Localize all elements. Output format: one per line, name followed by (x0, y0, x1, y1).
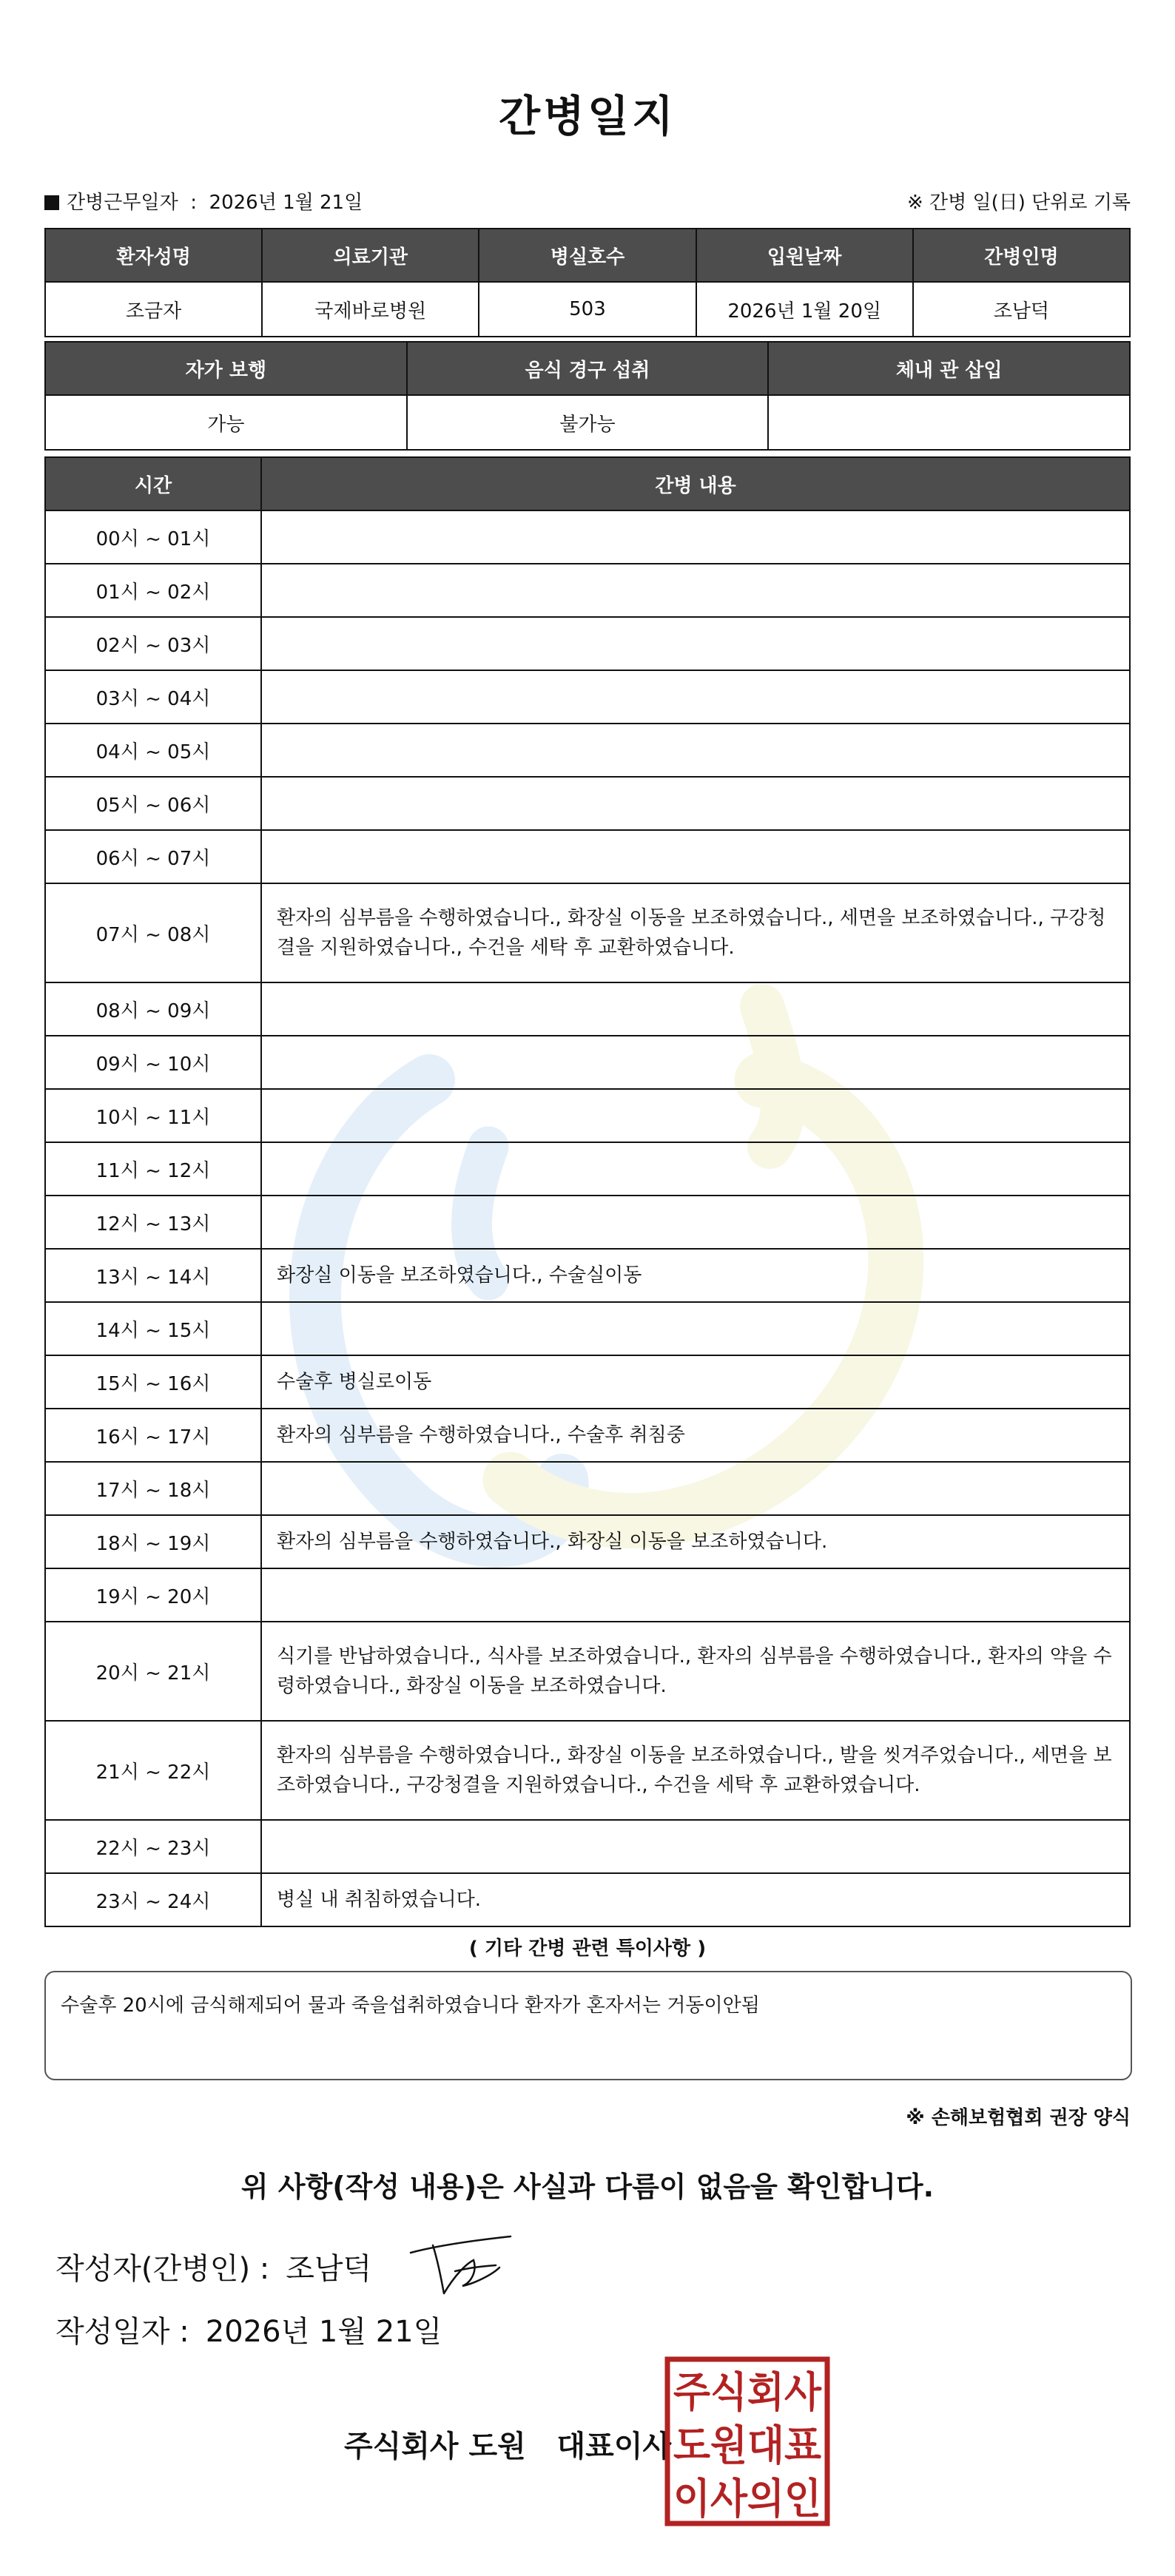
log-content: 식기를 반납하였습니다., 식사를 보조하였습니다., 환자의 심부름을 수행하였습니다., 환자의 약을 수령하였습니다., 화장실 이동을 보조하였습니다. (261, 1622, 1130, 1721)
log-time: 22시 ~ 23시 (45, 1820, 261, 1873)
patient-header-row (45, 229, 1130, 282)
log-row (45, 1622, 1130, 1721)
log-row (45, 1409, 1130, 1462)
header-admission-date: 입원날짜 (696, 229, 913, 282)
signature-icon (403, 2231, 514, 2297)
room-number: 503 (479, 282, 696, 337)
log-content (261, 777, 1130, 830)
form-note: ※ 손해보험협회 권장 양식 (906, 2107, 1131, 2129)
log-content: 환자의 심부름을 수행하였습니다., 화장실 이동을 보조하였습니다. (261, 1515, 1130, 1568)
walking-value: 가능 (45, 395, 407, 450)
log-row (45, 564, 1130, 617)
work-date-value: 2026년 1월 21일 (209, 192, 363, 214)
header-time: 시간 (45, 457, 261, 510)
confirmation-statement: 위 사항(작성 내용)은 사실과 다름이 없음을 확인합니다. (240, 2171, 935, 2203)
header-caregiver: 간병인명 (913, 229, 1130, 282)
log-content: 병실 내 취침하였습니다. (261, 1873, 1130, 1926)
log-content (261, 670, 1130, 724)
patient-status-table (44, 341, 1131, 451)
patient-value-row (45, 282, 1130, 337)
header-walking: 자가 보행 (45, 342, 407, 395)
company-seal-icon (664, 2356, 830, 2526)
log-content (261, 1089, 1130, 1142)
log-row (45, 982, 1130, 1036)
log-time: 03시 ~ 04시 (45, 670, 261, 724)
patient-name: 조금자 (45, 282, 262, 337)
caregiver-name: 조남덕 (913, 282, 1130, 337)
log-content (261, 1036, 1130, 1089)
log-content: 수술후 병실로이동 (261, 1355, 1130, 1409)
hospital: 국제바로병원 (262, 282, 479, 337)
log-content (261, 724, 1130, 777)
log-time: 10시 ~ 11시 (45, 1089, 261, 1142)
log-content (261, 1568, 1130, 1622)
log-time: 05시 ~ 06시 (45, 777, 261, 830)
header-hospital: 의료기관 (262, 229, 479, 282)
log-row (45, 1462, 1130, 1515)
log-header-row (45, 457, 1130, 510)
status-value-row (45, 395, 1130, 450)
page-title: 간병일지 (498, 91, 677, 141)
hourly-log-body (45, 457, 1130, 1926)
writer-date-line (55, 2308, 442, 2350)
log-time: 15시 ~ 16시 (45, 1355, 261, 1409)
log-row (45, 1515, 1130, 1568)
log-content: 환자의 심부름을 수행하였습니다., 화장실 이동을 보조하였습니다., 발을 씻겨주었습니다., 세면을 보조하였습니다., 구강청결을 지원하였습니다., 수건을 세탁 후 교환하였습니다. (261, 1721, 1130, 1820)
header-room: 병실호수 (479, 229, 696, 282)
log-content (261, 1302, 1130, 1355)
log-time: 08시 ~ 09시 (45, 982, 261, 1036)
header-care-content: 간병 내용 (261, 457, 1130, 510)
log-row (45, 777, 1130, 830)
log-content (261, 830, 1130, 883)
log-content (261, 617, 1130, 670)
work-date-label: 간병근무일자 (67, 192, 178, 214)
log-content: 화장실 이동을 보조하였습니다., 수술실이동 (261, 1249, 1130, 1302)
writer-name-value: 조남덕 (286, 2252, 372, 2286)
log-row (45, 1089, 1130, 1142)
log-content: 환자의 심부름을 수행하였습니다., 수술후 취침중 (261, 1409, 1130, 1462)
log-row (45, 1142, 1130, 1196)
log-time: 21시 ~ 22시 (45, 1721, 261, 1820)
log-time: 02시 ~ 03시 (45, 617, 261, 670)
log-row (45, 1249, 1130, 1302)
log-content (261, 1142, 1130, 1196)
log-content (261, 1462, 1130, 1515)
log-content (261, 1196, 1130, 1249)
status-header-row (45, 342, 1130, 395)
log-time: 14시 ~ 15시 (45, 1302, 261, 1355)
writer-date-value: 2026년 1월 21일 (205, 2315, 442, 2349)
svg-text:주식회사: 주식회사 (673, 2369, 822, 2417)
log-content (261, 564, 1130, 617)
svg-text:이사의인: 이사의인 (673, 2475, 821, 2523)
log-content: 환자의 심부름을 수행하였습니다., 화장실 이동을 보조하였습니다., 세면을 보조하였습니다., 구강청결을 지원하였습니다., 수건을 세탁 후 교환하였습니다. (261, 883, 1130, 982)
log-time: 12시 ~ 13시 (45, 1196, 261, 1249)
work-date: 간병근무일자 : 2026년 1월 21일 (44, 187, 363, 215)
log-time: 09시 ~ 10시 (45, 1036, 261, 1089)
hourly-log-table (44, 456, 1131, 1927)
svg-text:도원대표: 도원대표 (673, 2422, 821, 2470)
header-tube: 체내 관 삽입 (768, 342, 1130, 395)
admission-date: 2026년 1월 20일 (696, 282, 913, 337)
log-row (45, 1873, 1130, 1926)
log-row (45, 670, 1130, 724)
log-row (45, 1302, 1130, 1355)
log-row (45, 724, 1130, 777)
log-time: 20시 ~ 21시 (45, 1622, 261, 1721)
header-patient-name: 환자성명 (45, 229, 262, 282)
log-content (261, 1820, 1130, 1873)
writer-name-line (55, 2245, 371, 2287)
log-row (45, 1568, 1130, 1622)
log-time: 07시 ~ 08시 (45, 883, 261, 982)
log-content (261, 982, 1130, 1036)
special-notes-text: 수술후 20시에 금식해제되어 물과 죽을섭취하였습니다 환자가 혼자서는 거동이안됨 (61, 1995, 760, 2017)
log-time: 17시 ~ 18시 (45, 1462, 261, 1515)
log-time: 13시 ~ 14시 (45, 1249, 261, 1302)
writer-date-label: 작성일자 : (55, 2315, 189, 2349)
log-row (45, 883, 1130, 982)
log-time: 06시 ~ 07시 (45, 830, 261, 883)
tube-value (768, 395, 1130, 450)
log-row (45, 1036, 1130, 1089)
log-time: 16시 ~ 17시 (45, 1409, 261, 1462)
log-row (45, 830, 1130, 883)
log-time: 00시 ~ 01시 (45, 510, 261, 564)
log-row (45, 617, 1130, 670)
oral-intake-value: 불가능 (407, 395, 769, 450)
log-row (45, 1196, 1130, 1249)
log-time: 11시 ~ 12시 (45, 1142, 261, 1196)
company-representative: 주식회사 도원 대표이사 (344, 2430, 672, 2464)
log-time: 04시 ~ 05시 (45, 724, 261, 777)
patient-info-table (44, 228, 1131, 337)
log-time: 01시 ~ 02시 (45, 564, 261, 617)
log-row (45, 510, 1130, 564)
record-note: ※ 간병 일(日) 단위로 기록 (906, 192, 1131, 214)
log-time: 18시 ~ 19시 (45, 1515, 261, 1568)
log-row (45, 1820, 1130, 1873)
writer-name-label: 작성자(간병인) : (55, 2252, 270, 2286)
log-time: 19시 ~ 20시 (45, 1568, 261, 1622)
log-time: 23시 ~ 24시 (45, 1873, 261, 1926)
square-bullet-icon (44, 195, 59, 210)
header-oral-intake: 음식 경구 섭취 (407, 342, 769, 395)
special-notes-box (44, 1971, 1132, 2080)
log-row (45, 1721, 1130, 1820)
log-row (45, 1355, 1130, 1409)
special-notes-title: ( 기타 간병 관련 특이사항 ) (468, 1938, 707, 1960)
log-content (261, 510, 1130, 564)
